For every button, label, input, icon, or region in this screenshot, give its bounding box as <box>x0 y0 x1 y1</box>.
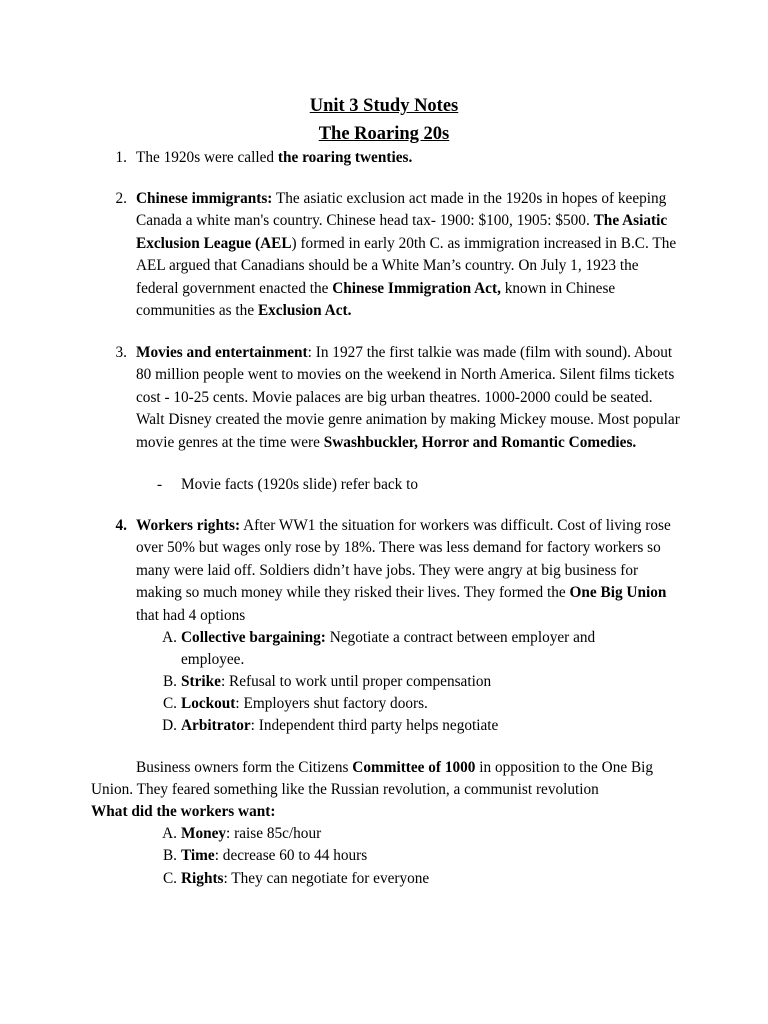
list-number-1: 1. <box>115 149 127 166</box>
paragraph-committee: Business owners form the Citizens Committee of 1000 in opposition to the One Big Union. They feared something like the Russian revolution, a communist revolution <box>91 759 654 799</box>
bullet-movie-facts: Movie facts (1920s slide) refer back to <box>181 476 419 493</box>
list-number-2: 2. <box>115 190 127 207</box>
document-subtitle: The Roaring 20s <box>318 124 450 144</box>
want-letter-a: A. <box>162 825 177 842</box>
option-arbitrator: Arbitrator: Independent third party helps negotiate <box>181 717 499 734</box>
option-letter-c: C. <box>162 695 177 712</box>
document-title: Unit 3 Study Notes <box>309 96 459 116</box>
want-money: Money: raise 85c/hour <box>181 825 322 842</box>
want-letter-c: C. <box>162 870 177 887</box>
option-letter-d: D. <box>162 717 177 734</box>
option-letter-a: A. <box>162 629 177 646</box>
option-letter-b: B. <box>162 673 177 690</box>
option-collective-bargaining: Collective bargaining: Negotiate a contract between employer and employee. <box>181 629 596 669</box>
list-number-4: 4. <box>115 517 127 534</box>
question-heading: What did the workers want: <box>91 803 276 820</box>
want-time: Time: decrease 60 to 44 hours <box>181 847 368 864</box>
want-rights: Rights: They can negotiate for everyone <box>181 870 430 887</box>
list-item-2: Chinese immigrants: The asiatic exclusion act made in the 1920s in hopes of keeping Canada a white man's country. Chinese head tax- 1900: $100, 1905: $500. The Asiatic Exclusion League (AEL) formed in early 20th C. as immigration increased in B.C. The AEL argued that Canadians should be a White Man’s country. On July 1, 1923 the federal government enacted the Chinese Immigration Act, known in Chinese communities as the Exclusion Act. <box>136 190 677 320</box>
list-item-4: Workers rights: After WW1 the situation for workers was difficult. Cost of living rose over 50% but wages only rose by 18%. There was less demand for factory workers so many were laid off. Soldiers didn’t have jobs. They were angry at big business for making so much money while they risked their lives. They formed the One Big Union that had 4 options <box>136 517 671 624</box>
option-lockout: Lockout: Employers shut factory doors. <box>181 695 428 712</box>
list-item-1: The 1920s were called the roaring twenties. <box>136 149 413 166</box>
want-letter-b: B. <box>162 847 177 864</box>
list-item-3: Movies and entertainment: In 1927 the first talkie was made (film with sound). About 80 million people went to movies on the weekend in North America. Silent films tickets cost - 10-25 cents. Movie palaces are big urban theatres. 1000-2000 could be seated. Walt Disney created the movie genre animation by making Mickey mouse. Most popular movie genres at the time were Swashbuckler, Horror and Romantic Comedies. <box>136 344 680 451</box>
option-strike: Strike: Refusal to work until proper compensation <box>181 673 492 690</box>
list-number-3: 3. <box>115 344 127 361</box>
bullet-dash: - <box>157 476 163 493</box>
